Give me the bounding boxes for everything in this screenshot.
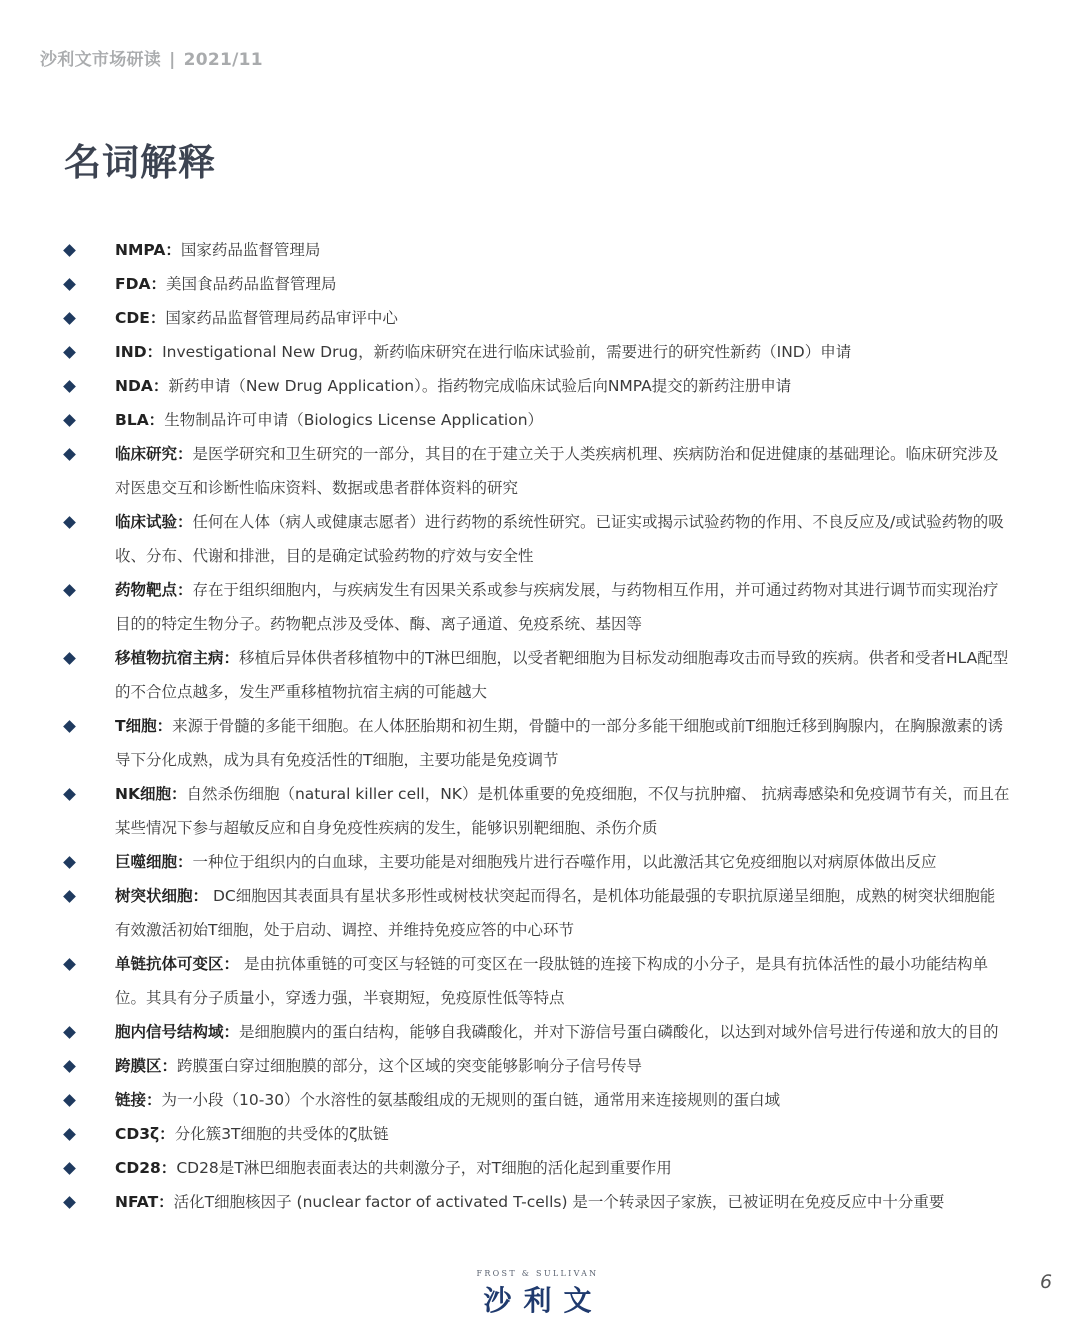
glossary-item <box>60 947 1010 1015</box>
term-name: CD3ζ： <box>115 1125 175 1143</box>
glossary-item <box>60 1185 1010 1219</box>
term-definition: 是医学研究和卫生研究的一部分，其目的在于建立关于人类疾病机理、疾病防治和促进健康的基础理论。临床研究涉及对医患交互和诊断性临床资料、数据或患者群体资料的研究 <box>115 445 999 497</box>
term-definition: 存在于组织细胞内，与疾病发生有因果关系或参与疾病发展，与药物相互作用，并可通过药物对其进行调节而实现治疗目的的特定生物分子。药物靶点涉及受体、酶、离子通道、免疫系统、基因等 <box>115 581 999 633</box>
term-definition: 生物制品许可申请（Biologics License Application） <box>164 411 544 429</box>
glossary-item <box>60 879 1010 947</box>
glossary-item <box>60 437 1010 505</box>
diamond-bullet-icon <box>63 856 76 869</box>
term-name: 单链抗体可变区： <box>115 955 240 973</box>
page-number: 6 <box>1040 1271 1053 1293</box>
term-definition: 移植后异体供者移植物中的T淋巴细胞，以受者靶细胞为目标发动细胞毒攻击而导致的疾病。供者和受者HLA配型的不合位点越多，发生严重移植物抗宿主病的可能越大 <box>115 649 1009 701</box>
glossary-item <box>60 845 1010 879</box>
term-definition: 一种位于组织内的白血球，主要功能是对细胞残片进行吞噬作用，以此激活其它免疫细胞以对病原体做出反应 <box>192 853 937 871</box>
glossary-item <box>60 1049 1010 1083</box>
header-separator: | <box>169 50 176 70</box>
term-name: FDA： <box>115 275 166 293</box>
glossary-item <box>60 267 1010 301</box>
term-name: CDE： <box>115 309 166 327</box>
term-definition: Investigational New Drug，新药临床研究在进行临床试验前，需要进行的研究性新药（IND）申请 <box>162 343 852 361</box>
diamond-bullet-icon <box>63 720 76 733</box>
diamond-bullet-icon <box>63 1026 76 1039</box>
diamond-bullet-icon <box>63 1094 76 1107</box>
term-definition: 是细胞膜内的蛋白结构，能够自我磷酸化，并对下游信号蛋白磷酸化，以达到对域外信号进行传递和放大的目的 <box>239 1023 999 1041</box>
term-name: NFAT： <box>115 1193 174 1211</box>
diamond-bullet-icon <box>63 414 76 427</box>
term-definition: 跨膜蛋白穿过细胞膜的部分，这个区域的突变能够影响分子信号传导 <box>177 1057 643 1075</box>
term-definition: 任何在人体（病人或健康志愿者）进行药物的系统性研究。已证实或揭示试验药物的作用、不良反应及/或试验药物的吸收、分布、代谢和排泄，目的是确定试验药物的疗效与安全性 <box>115 513 1004 565</box>
term-name: 临床试验： <box>115 513 193 531</box>
glossary-item <box>60 1151 1010 1185</box>
term-name: 临床研究： <box>115 445 193 463</box>
glossary-item <box>60 573 1010 641</box>
term-name: NMPA： <box>115 241 181 259</box>
term-name: CD28： <box>115 1159 177 1177</box>
term-name: 树突状细胞： <box>115 887 209 905</box>
diamond-bullet-icon <box>63 958 76 971</box>
term-definition: 是由抗体重链的可变区与轻链的可变区在一段肽链的连接下构成的小分子，是具有抗体活性的最小功能结构单位。其具有分子质量小，穿透力强，半衰期短，免疫原性低等特点 <box>115 955 988 1007</box>
term-name: 胞内信号结构域： <box>115 1023 240 1041</box>
glossary-item <box>60 233 1010 267</box>
diamond-bullet-icon <box>63 1060 76 1073</box>
diamond-bullet-icon <box>63 1196 76 1209</box>
term-name: 移植物抗宿主病： <box>115 649 240 667</box>
diamond-bullet-icon <box>63 312 76 325</box>
term-name: 链接： <box>115 1091 162 1109</box>
glossary-item <box>60 301 1010 335</box>
term-definition: 分化簇3T细胞的共受体的ζ肽链 <box>174 1125 389 1143</box>
diamond-bullet-icon <box>63 652 76 665</box>
brand-chinese-name: 沙利文 <box>483 1284 604 1317</box>
diamond-bullet-icon <box>63 788 76 801</box>
glossary-item <box>60 369 1010 403</box>
page-title: 名词解释 <box>64 141 216 184</box>
glossary-item <box>60 641 1010 709</box>
term-name: 跨膜区： <box>115 1057 178 1075</box>
term-name: IND： <box>115 343 163 361</box>
term-definition: 国家药品监督管理局药品审评中心 <box>165 309 398 327</box>
brand-english-name: FROST & SULLIVAN <box>476 1269 599 1278</box>
glossary-item <box>60 709 1010 777</box>
diamond-bullet-icon <box>63 380 76 393</box>
frost-sullivan-logo <box>469 1269 606 1319</box>
diamond-bullet-icon <box>63 346 76 359</box>
term-definition: 新药申请（New Drug Application）。指药物完成临床试验后向NMPA提交的新药注册申请 <box>168 377 792 395</box>
term-definition: 国家药品监督管理局 <box>180 241 321 259</box>
report-header <box>40 45 263 70</box>
term-definition: 自然杀伤细胞（natural killer cell，NK）是机体重要的免疫细胞，不仅与抗肿瘤、 抗病毒感染和免疫调节有关，而且在某些情况下参与超敏反应和自身免疫性疾病的发生，能够识别靶细胞、杀伤介质 <box>115 785 1010 837</box>
term-name: 药物靶点： <box>115 581 193 599</box>
diamond-bullet-icon <box>63 516 76 529</box>
glossary-item <box>60 1015 1010 1049</box>
term-name: BLA： <box>115 411 165 429</box>
glossary-item <box>60 403 1010 437</box>
header-date: 2021/11 <box>183 50 263 70</box>
glossary-item <box>60 335 1010 369</box>
diamond-bullet-icon <box>63 448 76 461</box>
diamond-bullet-icon <box>63 1162 76 1175</box>
diamond-bullet-icon <box>63 584 76 597</box>
term-name: T细胞： <box>115 717 173 735</box>
glossary-item <box>60 1117 1010 1151</box>
diamond-bullet-icon <box>63 244 76 257</box>
term-definition: DC细胞因其表面具有星状多形性或树枝状突起而得名，是机体功能最强的专职抗原递呈细胞，成熟的树突状细胞能有效激活初始T细胞，处于启动、调控、并维持免疫应答的中心环节 <box>115 887 996 939</box>
header-source: 沙利文市场研读 <box>40 50 162 70</box>
term-name: NK细胞： <box>115 785 187 803</box>
diamond-bullet-icon <box>63 890 76 903</box>
term-name: NDA： <box>115 377 169 395</box>
term-name: 巨噬细胞： <box>115 853 193 871</box>
diamond-bullet-icon <box>63 278 76 291</box>
glossary-item <box>60 505 1010 573</box>
glossary-item <box>60 777 1010 845</box>
glossary-list <box>60 233 1010 1219</box>
term-definition: 美国食品药品监督管理局 <box>165 275 337 293</box>
term-definition: CD28是T淋巴细胞表面表达的共刺激分子，对T细胞的活化起到重要作用 <box>176 1159 672 1177</box>
glossary-item <box>60 1083 1010 1117</box>
diamond-bullet-icon <box>63 1128 76 1141</box>
term-definition: 来源于骨髓的多能干细胞。在人体胚胎期和初生期，骨髓中的一部分多能干细胞或前T细胞迁移到胸腺内，在胸腺激素的诱导下分化成熟，成为具有免疫活性的T细胞，主要功能是免疫调节 <box>115 717 1004 769</box>
term-definition: 活化T细胞核因子 (nuclear factor of activated T-cells) 是一个转录因子家族，已被证明在免疫反应中十分重要 <box>173 1193 945 1211</box>
term-definition: 为一小段（10-30）个水溶性的氨基酸组成的无规则的蛋白链，通常用来连接规则的蛋白域 <box>161 1091 781 1109</box>
